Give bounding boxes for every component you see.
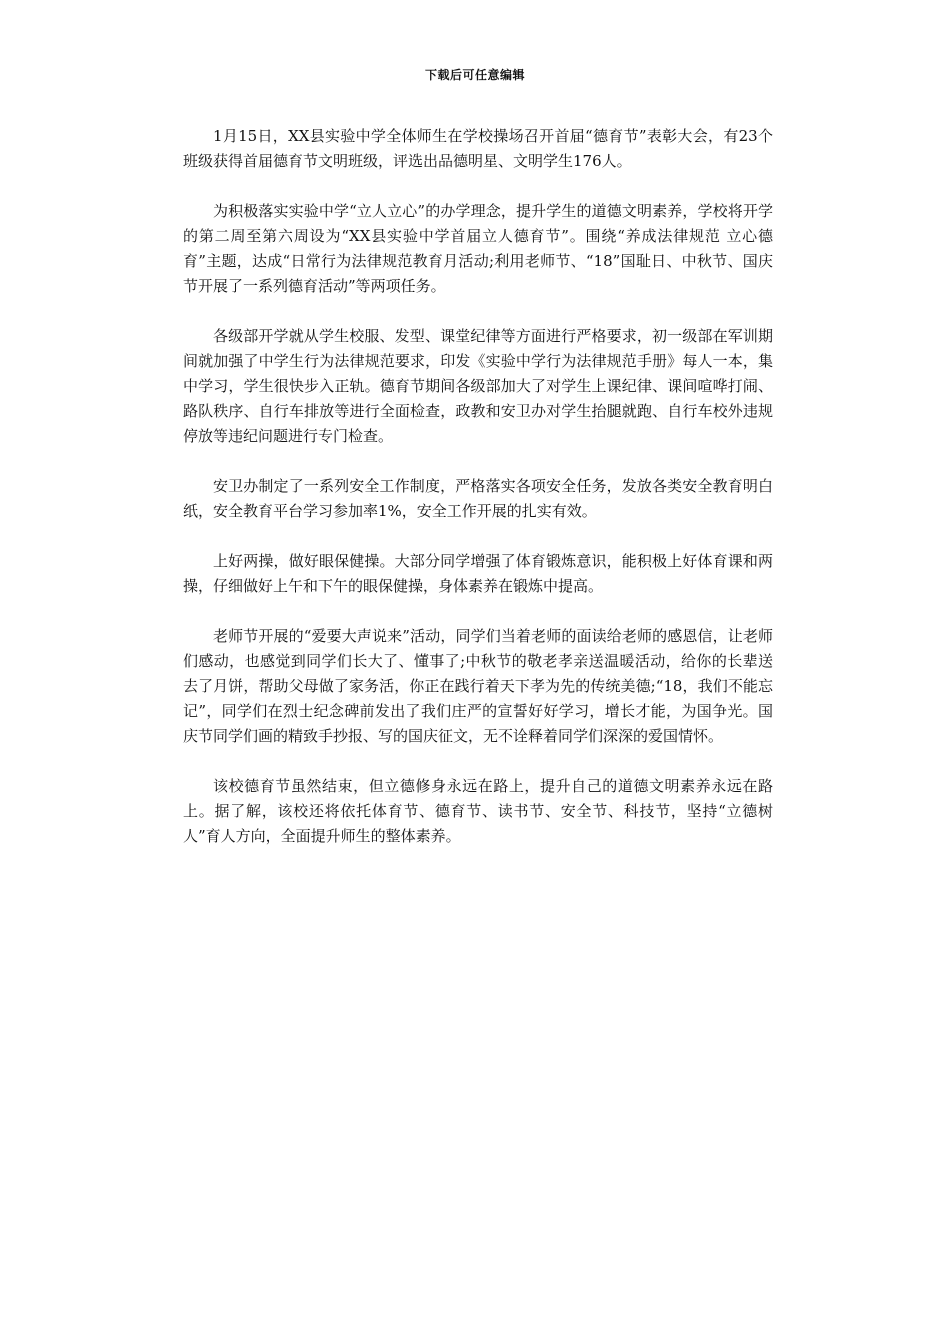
paragraph-7: 该校德育节虽然结束，但立德修身永远在路上，提升自己的道德文明素养永远在路上。据了解，该校还将依托体育节、德育节、读书节、安全节、科技节，坚持“立德树人”育人方向，全面提升师生的整体素养。	[183, 777, 773, 845]
paragraph-1: 1月15日，XX县实验中学全体师生在学校操场召开首届“德育节”表彰大会，有23个班级获得首届德育节文明班级，评选出品德明星、文明学生176人。	[183, 127, 773, 170]
paragraph-4: 安卫办制定了一系列安全工作制度，严格落实各项安全任务，发放各类安全教育明白纸，安全教育平台学习参加率1%，安全工作开展的扎实有效。	[183, 477, 773, 520]
article-body	[183, 124, 773, 874]
paragraph-3: 各级部开学就从学生校服、发型、课堂纪律等方面进行严格要求，初一级部在军训期间就加强了中学生行为法律规范要求，印发《实验中学行为法律规范手册》每人一本，集中学习，学生很快步入正轨。德育节期间各级部加大了对学生上课纪律、课间喧哗打闹、路队秩序、自行车排放等进行全面检查，政教和安卫办对学生抬腿就跑、自行车校外违规停放等违纪问题进行专门检查。	[183, 327, 773, 445]
paragraph-6: 老师节开展的“爱要大声说来”活动，同学们当着老师的面读给老师的感恩信，让老师们感动，也感觉到同学们长大了、懂事了;中秋节的敬老孝亲送温暖活动，给你的长辈送去了月饼，帮助父母做了家务活，你正在践行着天下孝为先的传统美德;“18，我们不能忘记”，同学们在烈士纪念碑前发出了我们庄严的宣誓好好学习，增长才能，为国争光。国庆节同学们画的精致手抄报、写的国庆征文，无不诠释着同学们深深的爱国情怀。	[183, 627, 773, 745]
paragraph-5: 上好两操，做好眼保健操。大部分同学增强了体育锻炼意识，能积极上好体育课和两操，仔细做好上午和下午的眼保健操，身体素养在锻炼中提高。	[183, 552, 773, 595]
page-header: 下载后可任意编辑	[424, 68, 525, 82]
paragraph-2: 为积极落实实验中学“立人立心”的办学理念，提升学生的道德文明素养，学校将开学的第二周至第六周设为“XX县实验中学首届立人德育节”。围绕“养成法律规范 立心德育”主题，达成“日常行为法律规范教育月活动;利用老师节、“18”国耻日、中秋节、国庆节开展了一系列德育活动”等两项任务。	[183, 202, 773, 295]
